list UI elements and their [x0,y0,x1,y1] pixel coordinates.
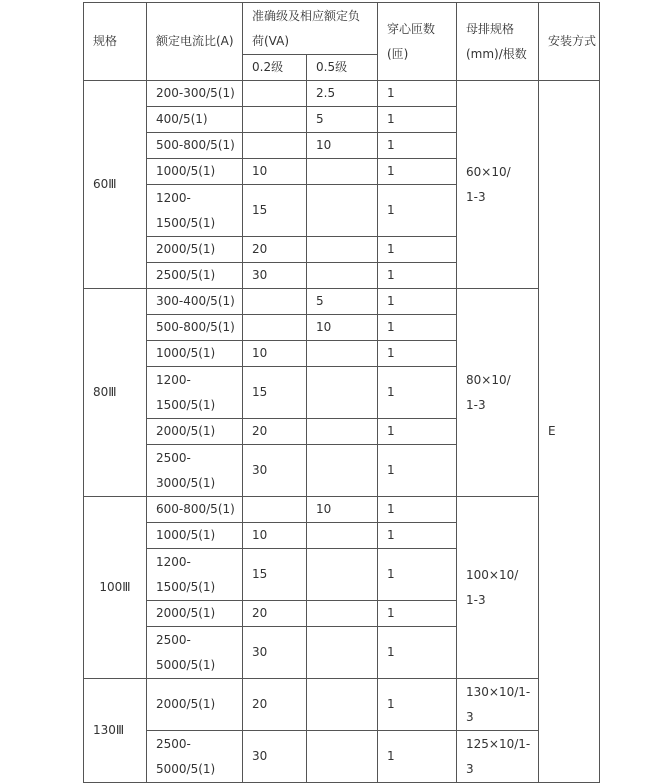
ratio-cell: 2500- 5000/5(1) [147,731,243,783]
spec-cell: 100Ⅲ [84,497,147,679]
ratio-cell: 1000/5(1) [147,523,243,549]
class-02-cell: 30 [243,731,307,783]
turns-cell: 1 [378,315,457,341]
ratio-cell: 1200- 1500/5(1) [147,367,243,419]
busbar-cell: 130×10/1- 3 [457,679,539,731]
turns-cell: 1 [378,367,457,419]
header-turns: 穿心匝数 (匝) [378,3,457,81]
class-05-cell [307,263,378,289]
class-05-cell [307,341,378,367]
class-02-cell: 20 [243,419,307,445]
class-02-cell: 15 [243,367,307,419]
class-05-cell: 2.5 [307,81,378,107]
class-05-cell [307,601,378,627]
class-02-cell [243,289,307,315]
class-05-cell: 10 [307,133,378,159]
class-02-cell [243,315,307,341]
turns-cell: 1 [378,497,457,523]
class-02-cell: 30 [243,627,307,679]
turns-cell: 1 [378,731,457,783]
turns-cell: 1 [378,549,457,601]
ratio-cell: 2000/5(1) [147,601,243,627]
class-02-cell: 10 [243,159,307,185]
spec-cell: 130Ⅲ [84,679,147,783]
busbar-cell: 80×10/ 1-3 [457,289,539,497]
table-row [84,81,600,107]
class-02-cell: 30 [243,445,307,497]
class-05-cell: 5 [307,289,378,315]
turns-cell: 1 [378,445,457,497]
spec-cell: 80Ⅲ [84,289,147,497]
ratio-cell: 2500- 5000/5(1) [147,627,243,679]
turns-cell: 1 [378,289,457,315]
ratio-cell: 300-400/5(1) [147,289,243,315]
spec-cell: 60Ⅲ [84,81,147,289]
class-05-cell [307,159,378,185]
class-05-cell [307,237,378,263]
ratio-cell: 500-800/5(1) [147,133,243,159]
class-02-cell [243,81,307,107]
table-row [84,731,600,783]
ratio-cell: 600-800/5(1) [147,497,243,523]
class-02-cell: 20 [243,679,307,731]
ratio-cell: 1200- 1500/5(1) [147,185,243,237]
class-05-cell [307,419,378,445]
turns-cell: 1 [378,81,457,107]
turns-cell: 1 [378,523,457,549]
turns-cell: 1 [378,107,457,133]
spec-table [83,2,600,783]
header-class-02: 0.2级 [243,55,307,81]
class-05-cell: 10 [307,497,378,523]
busbar-cell: 60×10/ 1-3 [457,81,539,289]
ratio-cell: 2000/5(1) [147,419,243,445]
turns-cell: 1 [378,185,457,237]
class-05-cell [307,731,378,783]
busbar-cell: 100×10/ 1-3 [457,497,539,679]
busbar-cell: 125×10/1- 3 [457,731,539,783]
class-05-cell [307,627,378,679]
header-class-05: 0.5级 [307,55,378,81]
table-row [84,497,600,523]
turns-cell: 1 [378,419,457,445]
class-02-cell: 10 [243,523,307,549]
class-02-cell: 10 [243,341,307,367]
class-02-cell: 20 [243,601,307,627]
mount-cell: E [539,81,600,783]
table-row [84,289,600,315]
class-05-cell [307,549,378,601]
turns-cell: 1 [378,263,457,289]
ratio-cell: 1000/5(1) [147,159,243,185]
class-02-cell: 15 [243,549,307,601]
ratio-cell: 1200- 1500/5(1) [147,549,243,601]
turns-cell: 1 [378,679,457,731]
header-ratio: 额定电流比(A) [147,3,243,81]
class-05-cell [307,185,378,237]
turns-cell: 1 [378,601,457,627]
class-05-cell [307,445,378,497]
header-spec: 规格 [84,3,147,81]
turns-cell: 1 [378,341,457,367]
ratio-cell: 2000/5(1) [147,237,243,263]
class-05-cell [307,523,378,549]
class-02-cell [243,133,307,159]
table-row [84,679,600,731]
ratio-cell: 2500- 3000/5(1) [147,445,243,497]
turns-cell: 1 [378,159,457,185]
ratio-cell: 2500/5(1) [147,263,243,289]
turns-cell: 1 [378,237,457,263]
ratio-cell: 2000/5(1) [147,679,243,731]
class-02-cell: 15 [243,185,307,237]
class-05-cell: 5 [307,107,378,133]
ratio-cell: 400/5(1) [147,107,243,133]
header-mount: 安装方式 [539,3,600,81]
header-accuracy-load: 准确级及相应额定负 荷(VA) [243,3,378,55]
header-busbar: 母排规格 (mm)/根数 [457,3,539,81]
ratio-cell: 1000/5(1) [147,341,243,367]
class-02-cell [243,497,307,523]
ratio-cell: 200-300/5(1) [147,81,243,107]
class-05-cell [307,367,378,419]
class-02-cell [243,107,307,133]
class-05-cell: 10 [307,315,378,341]
ratio-cell: 500-800/5(1) [147,315,243,341]
class-02-cell: 30 [243,263,307,289]
class-05-cell [307,679,378,731]
turns-cell: 1 [378,133,457,159]
turns-cell: 1 [378,627,457,679]
class-02-cell: 20 [243,237,307,263]
